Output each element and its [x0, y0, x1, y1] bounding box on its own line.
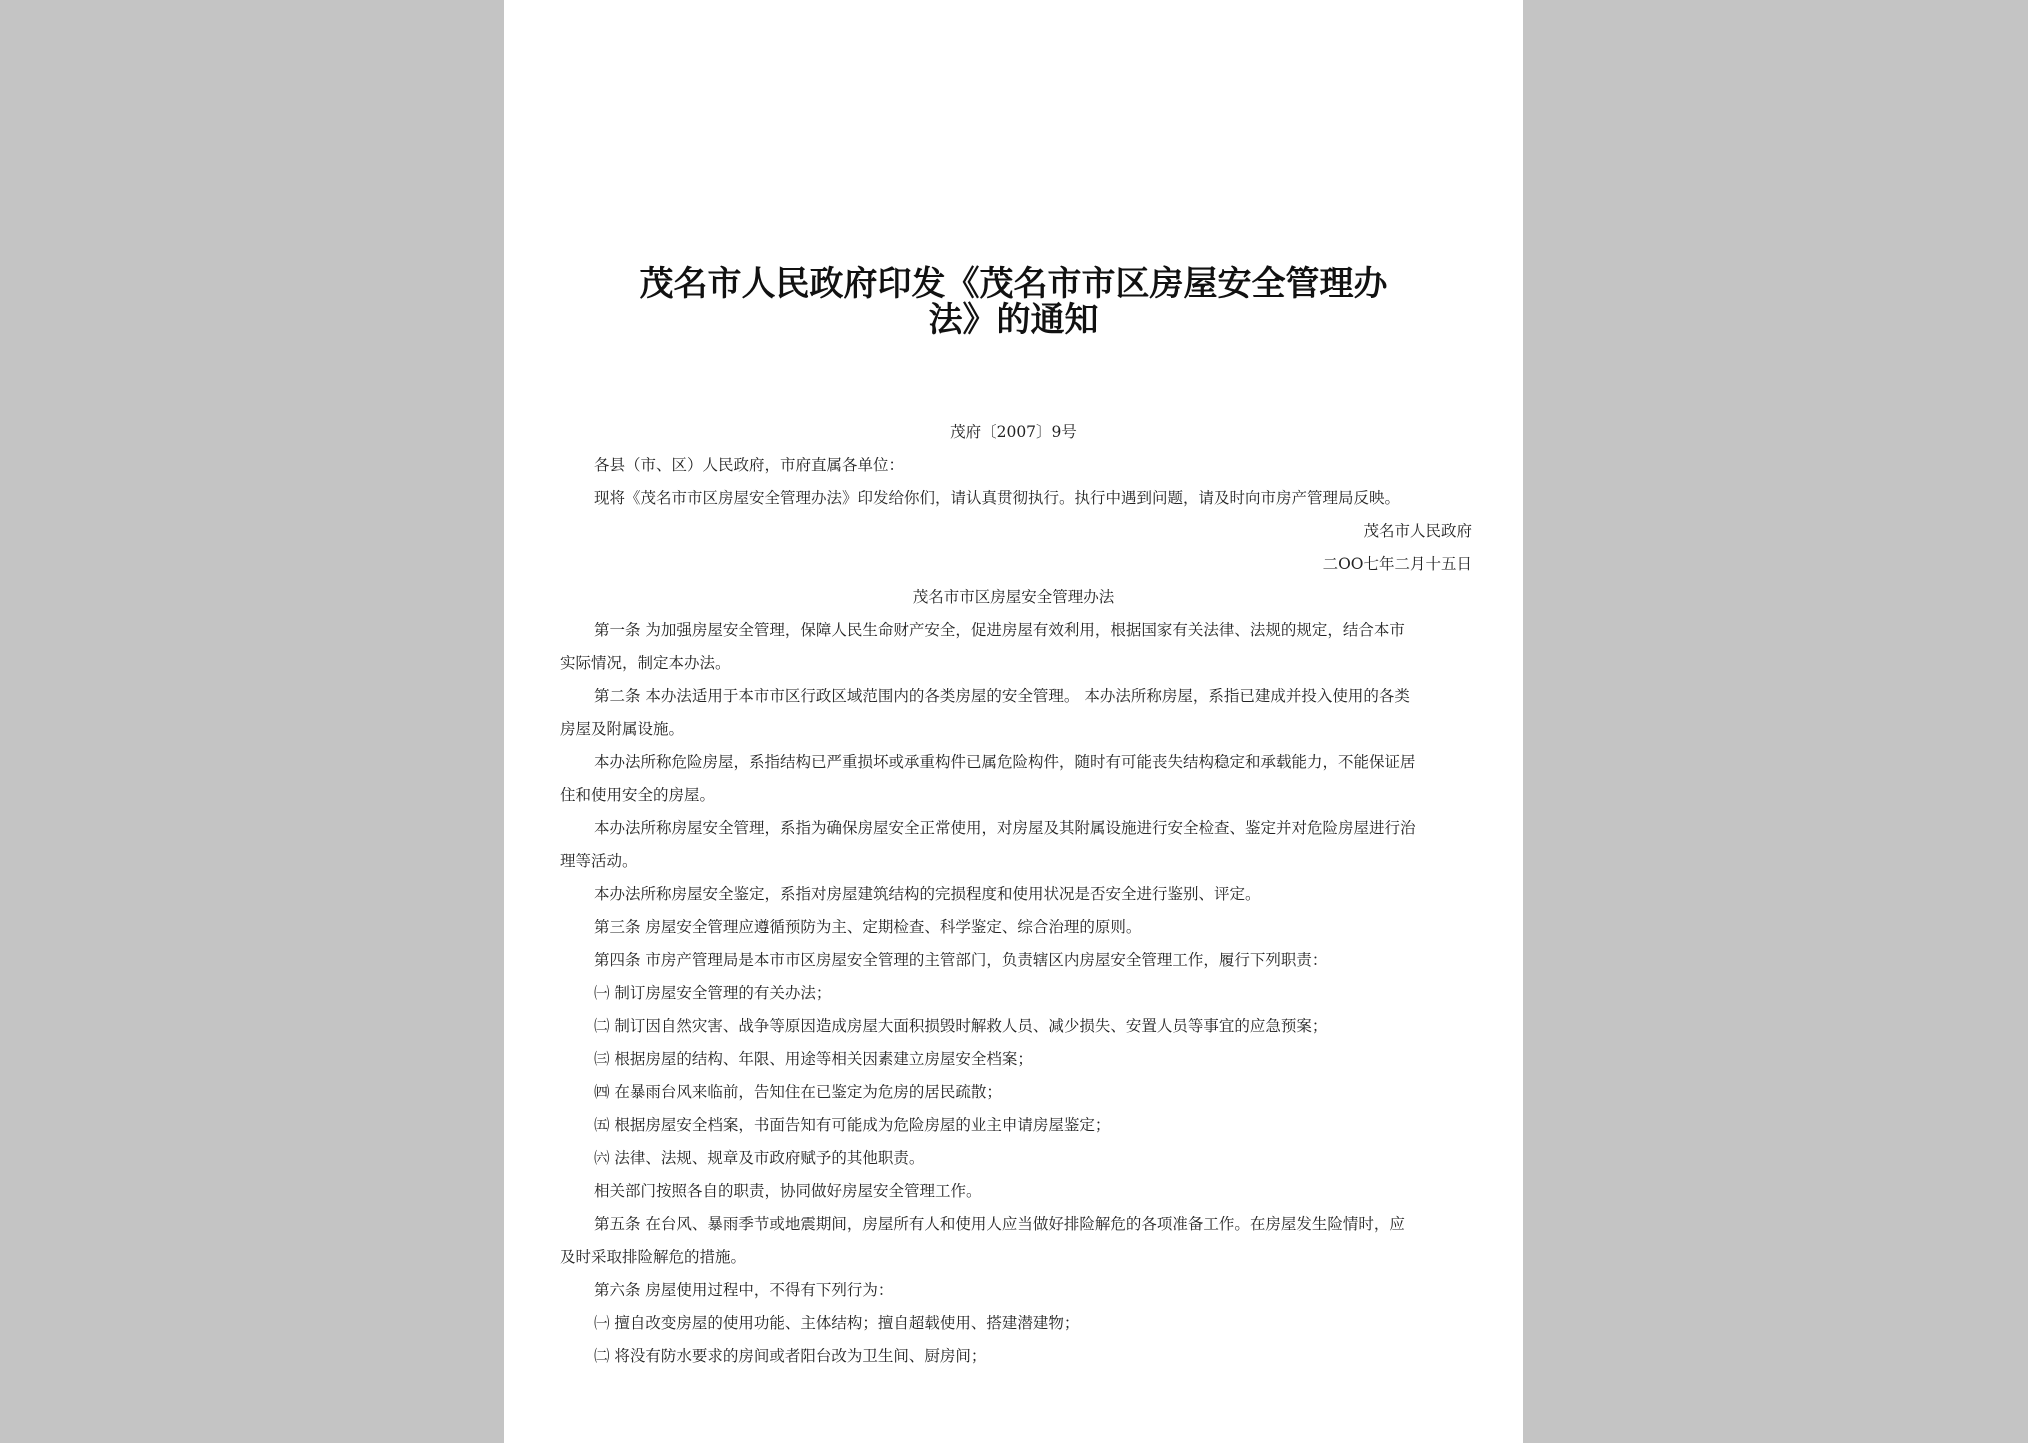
body-line: 房屋及附属设施。: [560, 720, 685, 738]
body-line: 第二条 本办法适用于本市市区行政区域范围内的各类房屋的安全管理。 本办法所称房屋，系指已建成并投入使用的各类: [594, 687, 1410, 705]
addressee: 各县（市、区）人民政府，市府直属各单位：: [594, 456, 905, 474]
body-line: ㈠ 擅自改变房屋的使用功能、主体结构；擅自超载使用、搭建潜建物；: [594, 1314, 1080, 1332]
document-page: [504, 0, 1523, 1443]
body-line: 本办法所称危险房屋，系指结构已严重损坏或承重构件已属危险构件，随时有可能丧失结构稳定和承载能力，不能保证居: [594, 753, 1416, 771]
body-line: 住和使用安全的房屋。: [560, 786, 716, 804]
body-line: 理等活动。: [560, 852, 638, 870]
body-line: ㈤ 根据房屋安全档案，书面告知有可能成为危险房屋的业主申请房屋鉴定；: [594, 1116, 1111, 1134]
document-title-line-2: 法》的通知: [928, 300, 1099, 340]
issue-date: 二OO七年二月十五日: [1322, 555, 1472, 573]
body-line: ㈢ 根据房屋的结构、年限、用途等相关因素建立房屋安全档案；: [594, 1050, 1033, 1068]
body-line: ㈡ 将没有防水要求的房间或者阳台改为卫生间、厨房间；: [594, 1347, 987, 1365]
document-number: 茂府〔2007〕9号: [950, 423, 1077, 441]
body-line: 及时采取排险解危的措施。: [560, 1248, 747, 1266]
body-line: 第三条 房屋安全管理应遵循预防为主、定期检查、科学鉴定、综合治理的原则。: [594, 918, 1142, 936]
body-line: 第一条 为加强房屋安全管理，保障人民生命财产安全，促进房屋有效利用，根据国家有关法律、法规的规定，结合本市: [594, 621, 1405, 639]
body-line: 实际情况，制定本办法。: [560, 654, 731, 672]
body-line: 本办法所称房屋安全鉴定，系指对房屋建筑结构的完损程度和使用状况是否安全进行鉴别、评定。: [594, 885, 1261, 903]
body-line: 第五条 在台风、暴雨季节或地震期间，房屋所有人和使用人应当做好排险解危的各项准备工作。在房屋发生险情时，应: [594, 1215, 1405, 1233]
body-line: 第四条 市房产管理局是本市市区房屋安全管理的主管部门，负责辖区内房屋安全管理工作，履行下列职责：: [594, 951, 1328, 969]
regulation-title: 茂名市市区房屋安全管理办法: [912, 588, 1115, 606]
body-line: ㈥ 法律、法规、规章及市政府赋予的其他职责。: [594, 1149, 925, 1167]
body-line: ㈣ 在暴雨台风来临前，告知住在已鉴定为危房的居民疏散；: [594, 1083, 1002, 1101]
intro-paragraph: 现将《茂名市市区房屋安全管理办法》印发给你们，请认真贯彻执行。执行中遇到问题，请及时向市房产管理局反映。: [594, 489, 1401, 507]
body-line: ㈡ 制订因自然灾害、战争等原因造成房屋大面积损毁时解救人员、减少损失、安置人员等事宜的应急预案；: [594, 1017, 1328, 1035]
body-line: 相关部门按照各自的职责，协同做好房屋安全管理工作。: [594, 1182, 982, 1200]
issuer-signature: 茂名市人民政府: [1363, 522, 1472, 540]
document-title-line-1: 茂名市人民政府印发《茂名市市区房屋安全管理办: [639, 264, 1388, 304]
body-line: 本办法所称房屋安全管理，系指为确保房屋安全正常使用，对房屋及其附属设施进行安全检查、鉴定并对危险房屋进行治: [594, 819, 1416, 837]
body-line: 第六条 房屋使用过程中，不得有下列行为：: [594, 1281, 894, 1299]
body-line: ㈠ 制订房屋安全管理的有关办法；: [594, 984, 832, 1002]
